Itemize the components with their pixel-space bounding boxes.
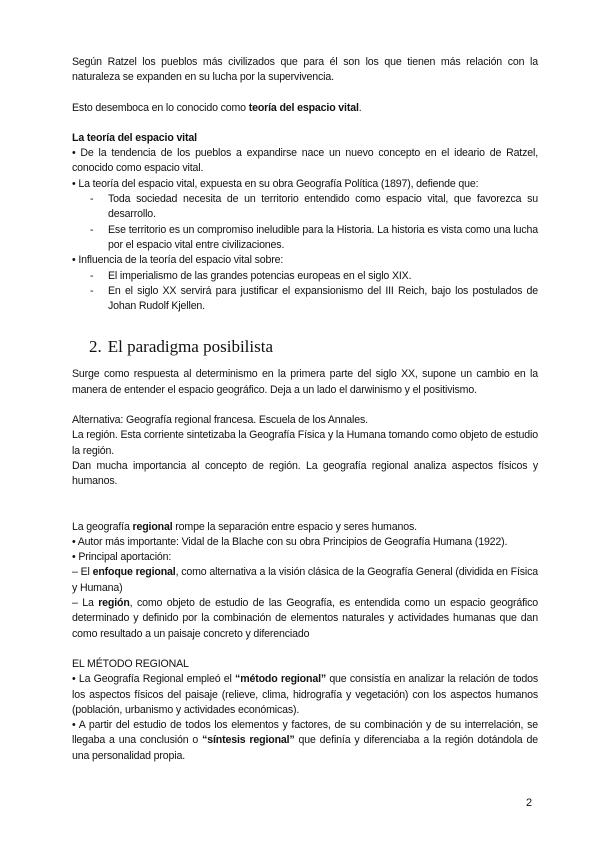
region-line: La región. Esta corriente sintetizaba la Geografía Física y la Humana tomando como objeto de estudio la región.	[72, 429, 538, 457]
bold-term: “síntesis regional”	[202, 734, 295, 747]
text-span: .	[358, 101, 362, 114]
bold-term: enfoque regional	[92, 566, 176, 579]
list-item: - Toda sociedad necesita de un territorio entendido como espacio vital, que favorezca su desarrollo.	[72, 192, 538, 223]
teoria-bullet-1: • De la tendencia de los pueblos a expandirse nace un nuevo concepto en el ideario de Ratzel, conocido como espacio vital.	[72, 147, 538, 175]
aportacion-bullet: • Principal aportación:	[72, 551, 172, 564]
teoria-heading: La teoría del espacio vital	[72, 131, 197, 144]
rompe-paragraph: La geografía regional rompe la separación entre espacio y seres humanos.	[72, 520, 417, 533]
page-number: 2	[526, 797, 533, 809]
list-item: - Ese territorio es un compromiso ineludible para la Historia. La historia es vista como una lucha por el espacio vital entre civilizaciones.	[72, 223, 538, 254]
list-item: - El imperialismo de las grandes potencias europeas en el siglo XIX.	[72, 269, 538, 284]
metodo-bullet-1: • La Geografía Regional empleó el “método regional” que consistía en analizar la relación de todos los aspectos físicos del paisaje (relieve, clima, hidrografía y vegetación) con los aspectos humanos (población, urbanismo y actividades económicas).	[72, 673, 539, 716]
teoria-bullet-2: • La teoría del espacio vital, expuesta en su obra Geografía Política (1897), defiende que:	[72, 177, 479, 190]
teoria-bullet-3: • Influencia de la teoría del espacio vital sobre:	[72, 254, 284, 267]
document-page	[72, 55, 538, 764]
bold-term: “método regional”	[235, 673, 327, 686]
section-title: El paradigma posibilista	[107, 337, 273, 357]
section-number: 2.	[89, 337, 102, 357]
region-item: – La región, como objeto de estudio de las Geografía, es entendida como un espacio geográfico determinado y definido por la combinación de elementos naturales y actividades humanas que dan como resultado a un paisaje concreto y diferenciado	[72, 597, 538, 640]
enfoque-item: – El enfoque regional, como alternativa a la visión clásica de la Geografía General (dividida en Física y Humana)	[72, 566, 538, 594]
metodo-heading: EL MÉTODO REGIONAL	[72, 657, 189, 670]
autor-bullet: • Autor más importante: Vidal de la Blache con su obra Principios de Geografía Humana (1922).	[72, 535, 508, 548]
bold-term: regional	[132, 520, 173, 533]
section-heading	[72, 336, 538, 358]
text-span: Esto desemboca en lo conocido como	[72, 101, 249, 114]
teoria-sublist-2	[72, 269, 538, 315]
importancia-line: Dan mucha importancia al concepto de región. La geografía regional analiza aspectos físicos y humanos.	[72, 459, 538, 488]
bold-term: teoría del espacio vital	[248, 101, 359, 114]
desemboca-paragraph	[72, 101, 538, 116]
teoria-sublist-1	[72, 192, 538, 253]
bold-term: región	[98, 597, 130, 610]
ratzel-paragraph: Según Ratzel los pueblos más civilizados que para él son los que tienen más relación con la naturaleza se expanden en su lucha por la supervivencia.	[72, 56, 538, 84]
posibilista-paragraph: Surge como respuesta al determinismo en la primera parte del siglo XX, supone un cambio en la manera de entender el espacio geográfico. Deja a un lado el darwinismo y el positivismo.	[72, 368, 538, 396]
list-item: - En el siglo XX servirá para justificar el expansionismo del III Reich, bajo los postulados de Johan Rudolf Kjellen.	[72, 284, 538, 315]
metodo-bullet-2: • A partir del estudio de todos los elementos y factores, de su combinación y de su interrelación, se llegaba a una conclusión o “síntesis regional” que definía y diferenciaba a la región dotándola de una personalidad propia.	[72, 719, 538, 762]
alternativa-line: Alternativa: Geografía regional francesa. Escuela de los Annales.	[72, 414, 368, 427]
